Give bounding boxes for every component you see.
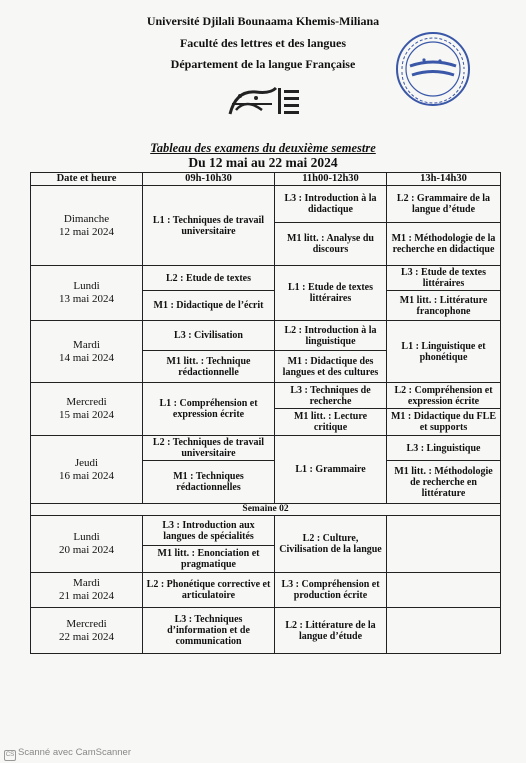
table-row — [31, 573, 501, 608]
exam-cell: L2 : Etude de textes — [143, 266, 275, 291]
department-name: Département de la langue Française — [170, 57, 356, 71]
exam-cell: M1 litt. : Technique rédactionnelle — [143, 351, 275, 383]
day-cell: Mercredi 22 mai 2024 — [31, 608, 143, 654]
scanner-text: Scanné avec CamScanner — [18, 747, 132, 758]
exam-cell — [387, 573, 501, 608]
exam-cell: L2 : Introduction à la linguistique — [275, 321, 387, 351]
exam-cell: M1 litt. : Analyse du discours — [275, 223, 387, 266]
university-logo-icon — [226, 84, 302, 118]
header-row — [31, 173, 501, 186]
table-title: Tableau des examens du deuxième semestre — [150, 141, 376, 155]
exam-cell: L3 : Linguistique — [387, 436, 501, 461]
exam-cell: L3 : Etude de textes littéraires — [387, 266, 501, 291]
table-row — [31, 383, 501, 409]
exam-cell: L1 : Compréhension et expression écrite — [143, 383, 275, 436]
header-slot-1: 09h-10h30 — [143, 173, 275, 186]
table-row — [31, 266, 501, 291]
exam-cell: L2 : Grammaire de la langue d’étude — [387, 186, 501, 223]
exam-cell: L3 : Techniques d’information et de communication — [143, 608, 275, 654]
exam-cell: L2 : Techniques de travail universitaire — [143, 436, 275, 461]
exam-cell: L2 : Culture, Civilisation de la langue — [275, 516, 387, 573]
exam-cell: M1 : Méthodologie de la recherche en didactique — [387, 223, 501, 266]
exam-cell: L3 : Civilisation — [143, 321, 275, 351]
exam-cell: L3 : Techniques de recherche — [275, 383, 387, 409]
table-row — [31, 436, 501, 461]
table-row — [31, 186, 501, 223]
header-slot-3: 13h-14h30 — [387, 173, 501, 186]
scanner-watermark — [4, 747, 131, 761]
day-cell: Lundi 20 mai 2024 — [31, 516, 143, 573]
faculty-name: Faculté des lettres et des langues — [179, 36, 347, 50]
header-date: Date et heure — [31, 173, 143, 186]
exam-schedule-table — [30, 172, 501, 654]
table-row — [31, 516, 501, 546]
exam-cell: L3 : Compréhension et production écrite — [275, 573, 387, 608]
day-cell: Lundi 13 mai 2024 — [31, 266, 143, 321]
exam-cell: L3 : Introduction aux langues de spécialités — [143, 516, 275, 546]
exam-cell: L2 : Littérature de la langue d’étude — [275, 608, 387, 654]
table-row — [31, 608, 501, 654]
day-cell: Mercredi 15 mai 2024 — [31, 383, 143, 436]
exam-cell: M1 : Didactique des langues et des cultures — [275, 351, 387, 383]
exam-cell: M1 litt. : Littérature francophone — [387, 291, 501, 321]
table-date-range: Du 12 mai au 22 mai 2024 — [188, 155, 338, 170]
week-label: Semaine 02 — [31, 504, 501, 516]
exam-cell: L1 : Linguistique et phonétique — [387, 321, 501, 383]
week-separator-row — [31, 504, 501, 516]
exam-cell: L1 : Techniques de travail universitaire — [143, 186, 275, 266]
day-cell: Jeudi 16 mai 2024 — [31, 436, 143, 504]
exam-cell: M1 : Techniques rédactionnelles — [143, 461, 275, 504]
department-stamp-icon — [394, 30, 472, 108]
exam-cell: M1 litt. : Méthodologie de recherche en littérature — [387, 461, 501, 504]
university-name: Université Djilali Bounaama Khemis-Miliana — [146, 14, 380, 28]
day-cell: Mardi 21 mai 2024 — [31, 573, 143, 608]
exam-cell: L2 : Phonétique corrective et articulatoire — [143, 573, 275, 608]
exam-cell: L1 : Grammaire — [275, 436, 387, 504]
header-slot-2: 11h00-12h30 — [275, 173, 387, 186]
day-cell: Dimanche 12 mai 2024 — [31, 186, 143, 266]
exam-cell: L1 : Etude de textes littéraires — [275, 266, 387, 321]
exam-cell: M1 : Didactique de l’écrit — [143, 291, 275, 321]
exam-cell — [387, 608, 501, 654]
exam-cell: M1 : Didactique du FLE et supports — [387, 409, 501, 436]
exam-cell — [387, 516, 501, 573]
exam-cell: L2 : Compréhension et expression écrite — [387, 383, 501, 409]
exam-cell: M1 litt. : Enonciation et pragmatique — [143, 546, 275, 573]
camscanner-icon: CS — [4, 750, 16, 761]
exam-cell: L3 : Introduction à la didactique — [275, 186, 387, 223]
day-cell: Mardi 14 mai 2024 — [31, 321, 143, 383]
table-row — [31, 321, 501, 351]
exam-cell: M1 litt. : Lecture critique — [275, 409, 387, 436]
